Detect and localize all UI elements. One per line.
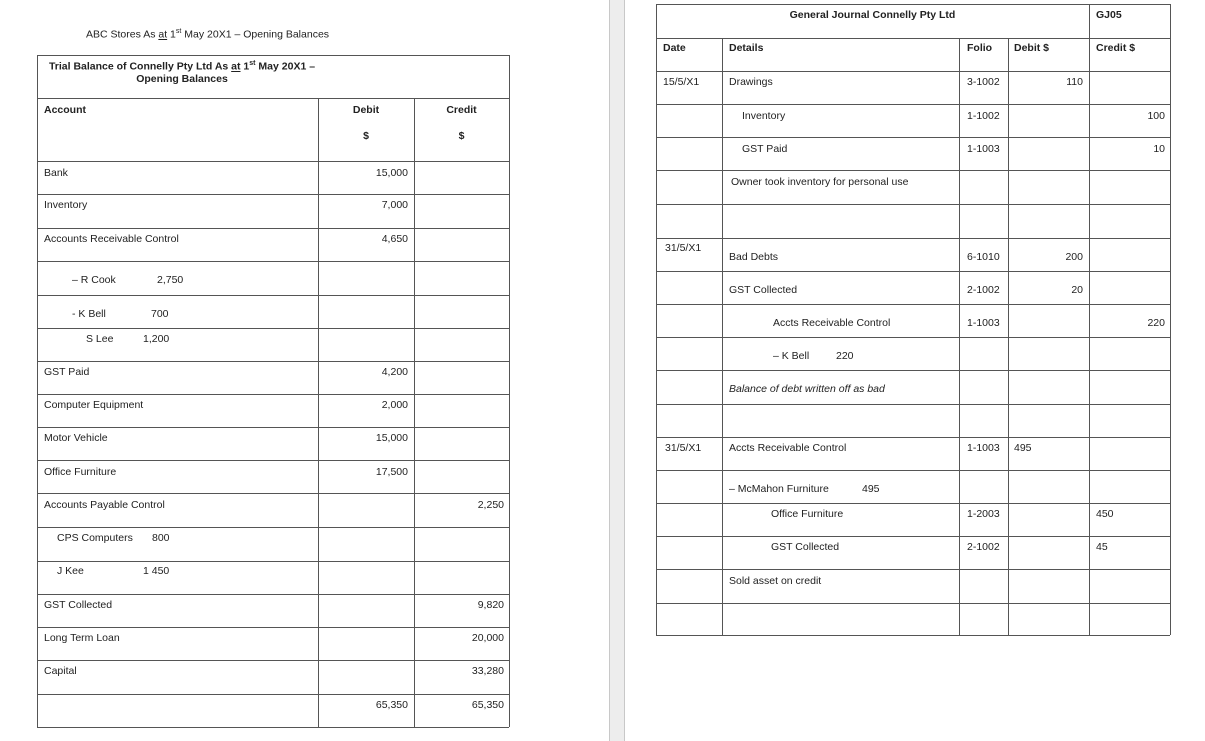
credit-amount: 9,820 — [477, 599, 504, 611]
entry-details: Bad Debts — [729, 251, 779, 263]
subledger-name: S Lee — [86, 333, 114, 345]
right-page — [625, 0, 1205, 741]
credit-header: Credit — [446, 104, 477, 116]
subledger-amount: 2,750 — [157, 274, 184, 286]
account-name: Bank — [44, 167, 68, 179]
entry-details: Office Furniture — [771, 508, 844, 520]
date-header: Date — [663, 42, 686, 54]
subledger-amount: 800 — [152, 532, 170, 544]
entry-credit: 100 — [1147, 110, 1165, 122]
account-name: Computer Equipment — [44, 399, 144, 411]
debit-currency: $ — [363, 130, 369, 142]
entry-details: Accts Receivable Control — [773, 317, 891, 329]
entry-details: GST Collected — [771, 541, 840, 553]
entry-narration: Balance of debt written off as bad — [729, 383, 885, 395]
entry-folio: 2-1002 — [967, 541, 1000, 553]
subledger-name: – R Cook — [72, 274, 116, 286]
entry-folio: 1-1003 — [967, 143, 1000, 155]
trial-balance-title: Trial Balance of Connelly Pty Ltd As at 1st May 20X1 – Opening Balances — [48, 60, 316, 85]
subledger-name: – K Bell — [773, 350, 810, 362]
entry-folio: 3-1002 — [967, 76, 1000, 88]
entry-folio: 1-2003 — [967, 508, 1000, 520]
entry-details: Accts Receivable Control — [729, 442, 847, 454]
entry-credit: 450 — [1096, 508, 1114, 520]
account-name: GST Paid — [44, 366, 90, 378]
entry-credit: 220 — [1147, 317, 1165, 329]
account-name: Accounts Payable Control — [44, 499, 165, 511]
debit-amount: 2,000 — [381, 399, 408, 411]
credit-amount: 33,280 — [471, 665, 504, 677]
page-heading: ABC Stores As at 1st May 20X1 – Opening Balances — [86, 28, 330, 41]
subledger-name: – McMahon Furniture — [729, 483, 829, 495]
account-name: Long Term Loan — [44, 632, 120, 644]
subledger-name: CPS Computers — [57, 532, 133, 544]
debit-amount: 7,000 — [381, 199, 408, 211]
credit-header: Credit $ — [1096, 42, 1136, 54]
journal-title: General Journal Connelly Pty Ltd — [789, 9, 956, 21]
account-header: Account — [44, 104, 86, 116]
debit-amount: 17,500 — [375, 466, 408, 478]
entry-debit: 110 — [1066, 76, 1083, 88]
subledger-name: J Kee — [57, 565, 84, 577]
subledger-amount: 700 — [151, 308, 169, 320]
entry-folio: 1-1003 — [967, 317, 1000, 329]
entry-debit: 495 — [1014, 442, 1032, 454]
details-header: Details — [729, 42, 764, 54]
account-name: Inventory — [44, 199, 88, 211]
subledger-amount: 1,200 — [143, 333, 170, 345]
entry-details: Inventory — [742, 110, 786, 122]
subledger-amount: 220 — [836, 350, 854, 362]
entry-credit: 10 — [1153, 143, 1165, 155]
account-name: Accounts Receivable Control — [44, 233, 179, 245]
folio-header: Folio — [967, 42, 993, 54]
subledger-name: - K Bell — [72, 308, 106, 320]
journal-reference: GJ05 — [1096, 9, 1122, 21]
entry-narration: Sold asset on credit — [729, 575, 822, 587]
entry-credit: 45 — [1096, 541, 1108, 553]
credit-amount: 2,250 — [477, 499, 504, 511]
subledger-amount: 495 — [862, 483, 880, 495]
debit-amount: 4,200 — [381, 366, 408, 378]
debit-amount: 15,000 — [375, 432, 408, 444]
entry-date: 31/5/X1 — [665, 242, 702, 254]
account-name: GST Collected — [44, 599, 113, 611]
account-name: Office Furniture — [44, 466, 117, 478]
credit-currency: $ — [458, 130, 465, 142]
credit-total: 65,350 — [471, 699, 504, 711]
page-gutter — [609, 0, 625, 741]
debit-header: Debit — [352, 104, 380, 116]
debit-amount: 4,650 — [381, 233, 408, 245]
entry-details: GST Paid — [742, 143, 788, 155]
entry-folio: 1-1002 — [967, 110, 1000, 122]
account-name: Motor Vehicle — [44, 432, 108, 444]
credit-amount: 20,000 — [471, 632, 504, 644]
debit-total: 65,350 — [375, 699, 408, 711]
entry-details: Drawings — [729, 76, 773, 88]
entry-debit: 200 — [1065, 251, 1083, 263]
debit-amount: 15,000 — [375, 167, 408, 179]
entry-narration: Owner took inventory for personal use — [731, 176, 909, 188]
entry-folio: 2-1002 — [967, 284, 1000, 296]
entry-date: 15/5/X1 — [663, 76, 700, 88]
entry-date: 31/5/X1 — [665, 442, 702, 454]
entry-details: GST Collected — [729, 284, 798, 296]
subledger-amount: 1 450 — [143, 565, 170, 577]
entry-folio: 6-1010 — [967, 251, 1000, 263]
debit-header: Debit $ — [1014, 42, 1050, 54]
entry-debit: 20 — [1071, 284, 1083, 296]
account-name: Capital — [44, 665, 77, 677]
entry-folio: 1-1003 — [967, 442, 1000, 454]
